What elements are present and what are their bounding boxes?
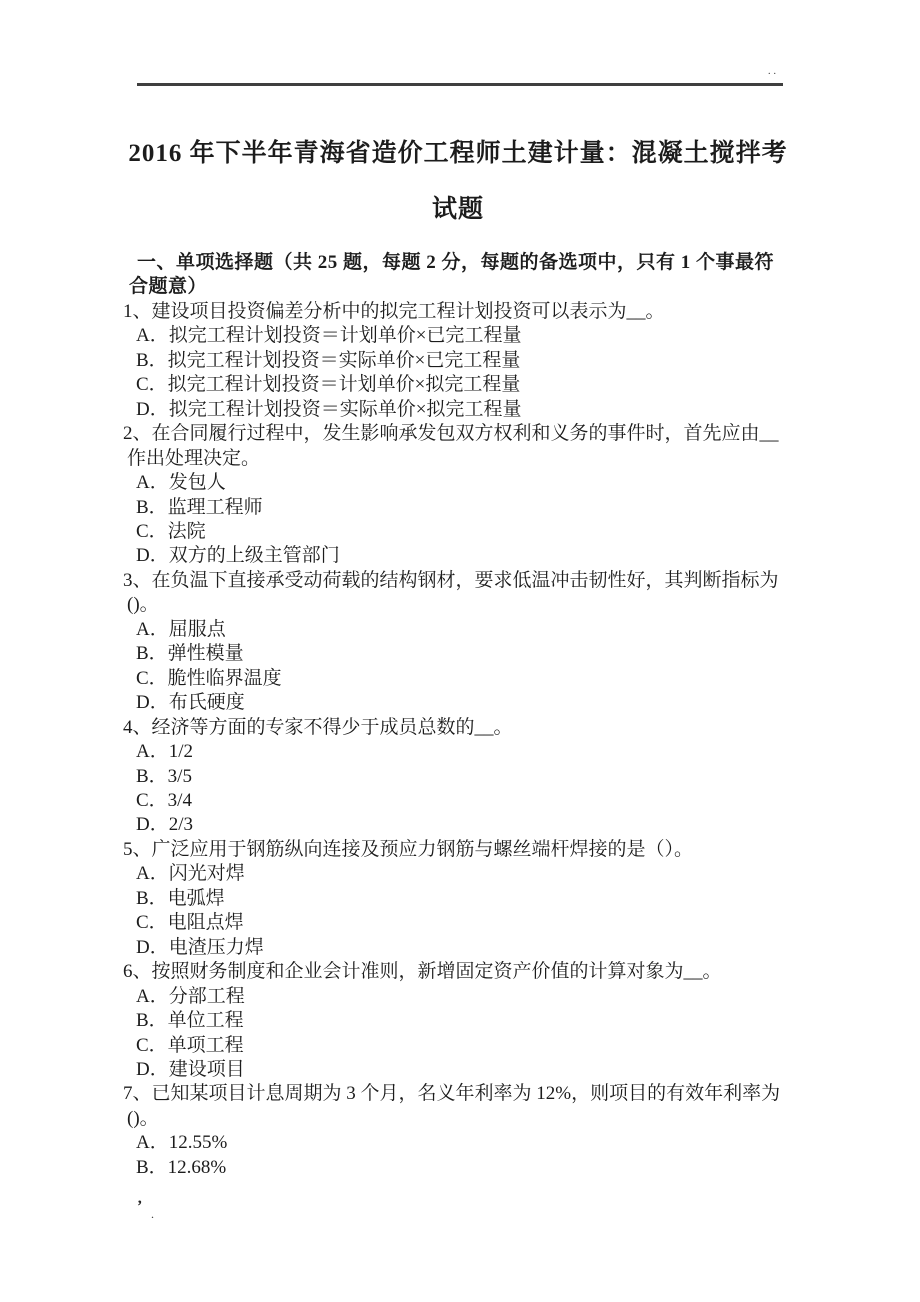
document-title-line-2: 试题 [431, 196, 484, 223]
question-stem-line: 3、在负温下直接承受动荷载的结构钢材，要求低温冲击韧性好，其判断指标为 [123, 569, 779, 591]
question-option: C．脆性临界温度 [136, 667, 282, 689]
question-stem-line: 4、经济等方面的专家不得少于成员总数的__。 [123, 716, 513, 738]
question-stem-line: 作出处理决定。 [127, 447, 261, 469]
question-option: D．双方的上级主管部门 [136, 545, 340, 567]
question-stem-line: ()。 [127, 594, 159, 616]
question-option: B．电弧焊 [136, 887, 225, 909]
footer-stray-mark-dot: . [151, 1207, 154, 1221]
question-stem-line: 5、广泛应用于钢筋纵向连接及预应力钢筋与螺丝端杆焊接的是（）。 [123, 838, 694, 860]
question-option: C．拟完工程计划投资＝计划单价×拟完工程量 [136, 374, 521, 396]
question-option: A．闪光对焊 [136, 863, 245, 885]
question-stem-line: 6、按照财务制度和企业会计准则，新增固定资产价值的计算对象为__。 [123, 961, 722, 983]
question-option: D．布氏硬度 [136, 692, 245, 714]
question-option: C．单项工程 [136, 1034, 244, 1056]
question-option: B．弹性模量 [136, 643, 244, 665]
section-header-line: 一、单项选择题（共 25 题，每题 2 分，每题的备选项中，只有 1 个事最符 [137, 252, 775, 273]
question-option: D．建设项目 [136, 1058, 245, 1080]
question-option: A．屈服点 [136, 618, 226, 640]
header-dots: .. [768, 66, 779, 77]
question-option: A．拟完工程计划投资＝计划单价×已完工程量 [136, 325, 522, 347]
question-option: B．监理工程师 [136, 496, 263, 518]
exam-body [123, 251, 799, 1180]
header-rule [137, 83, 783, 86]
question-option: A．分部工程 [136, 985, 245, 1007]
question-option: C．3/4 [136, 789, 192, 811]
question-option: C．电阻点焊 [136, 912, 244, 934]
document-title [118, 126, 798, 238]
footer-stray-mark-comma: ’ [137, 1198, 143, 1215]
question-option: B．12.68% [136, 1156, 227, 1178]
question-option: B．拟完工程计划投资＝实际单价×已完工程量 [136, 349, 521, 371]
question-option: A．1/2 [136, 741, 194, 763]
section-header [123, 251, 799, 300]
section-header-line: 合题意） [129, 276, 208, 298]
question-stem-line: 7、已知某项目计息周期为 3 个月，名义年利率为 12%，则项目的有效年利率为 [123, 1083, 781, 1105]
question-option: B．单位工程 [136, 1010, 244, 1032]
question-stem-line: 1、建设项目投资偏差分析中的拟完工程计划投资可以表示为__。 [123, 300, 665, 322]
question-option: D．电渣压力焊 [136, 936, 264, 958]
document-title-line-1: 2016 年下半年青海省造价工程师土建计量：混凝土搅拌考 [128, 140, 788, 167]
question-option: A．发包人 [136, 472, 226, 494]
question-option: D．2/3 [136, 814, 194, 836]
question-option: C．法院 [136, 520, 206, 542]
question-option: D．拟完工程计划投资＝实际单价×拟完工程量 [136, 398, 522, 420]
question-option: B．3/5 [136, 765, 192, 787]
questions [123, 300, 799, 1180]
question-option: A．12.55% [136, 1132, 228, 1154]
question-stem-line: ()。 [127, 1107, 159, 1129]
question-stem-line: 2、在合同履行过程中，发生影响承发包双方权利和义务的事件时，首先应由__ [123, 423, 779, 445]
